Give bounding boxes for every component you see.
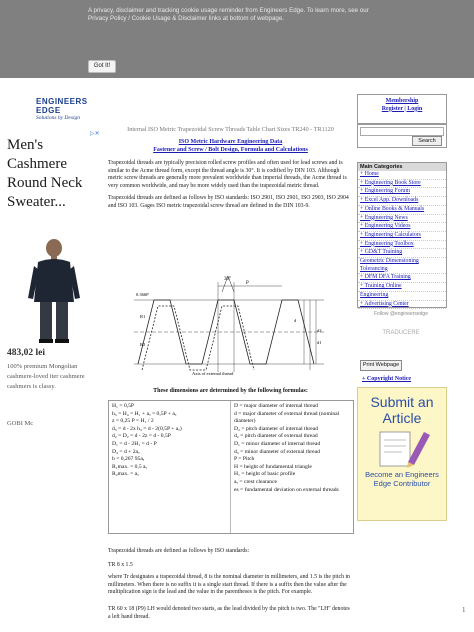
article-ad-subtitle: Become an Engineers Edge Contributor xyxy=(365,470,439,488)
table-divider xyxy=(230,401,231,533)
membership-link[interactable]: Membership xyxy=(385,98,419,104)
definition-row: D₁ = minor diameter of internal thread xyxy=(234,440,321,447)
category-videos[interactable]: + Engineering Videos xyxy=(358,223,446,232)
formula-table xyxy=(108,400,354,534)
ad-brand[interactable]: GOBI Mc xyxy=(7,420,34,427)
category-book-store[interactable]: + Engineering Book Store xyxy=(358,180,446,189)
example-designation: TR 8 x 1.5 xyxy=(108,562,133,568)
diagram-d-label: d xyxy=(294,318,297,323)
formula-row: h₃ = H₄ = H₁ + aₐ = 0,5P + aₐ xyxy=(112,410,177,417)
category-excel-downloads[interactable]: + Excel App. Downloads xyxy=(358,197,446,206)
definition-row: d₃ = minor diameter of external thread xyxy=(234,448,320,455)
definition-row: es = fundamental deviation on external threads xyxy=(234,486,339,493)
logo-name: ENGINEERS EDGE xyxy=(36,97,88,115)
print-webpage-button[interactable]: Print Webpage xyxy=(360,360,402,371)
formula-row: D₁ = d - 2H₁ = d - P xyxy=(112,440,157,447)
link-fastener-design[interactable]: Fastener and Screw / Bolt Design, Formula and Calculations xyxy=(153,147,308,153)
article-ad-title: Submit an Article xyxy=(370,394,434,426)
logo-tagline: Solutions by Design xyxy=(36,115,80,121)
category-calculators[interactable]: + Engineering Calculators xyxy=(358,232,446,241)
category-training-online[interactable]: + Training Online xyxy=(358,283,446,292)
ad-price: 483,02 lei xyxy=(7,348,45,358)
diagram-angle-label: 30° xyxy=(224,277,231,282)
designation-paragraph: where Tr designates a trapezoidal thread, 8 is the nominal diameter in millimeters, and 1.5 is the pitch in millimeters. When there is no suffix it is a single start thread. If there is a suffix then the value after the multiplication sign is the lead and the value in the parentheses is the pitch. For example. xyxy=(108,574,350,595)
link-iso-metric-hardware[interactable]: ISO Metric Hardware Engineering Data xyxy=(178,139,283,145)
formula-row: R₁max. = 0,5 aₐ xyxy=(112,463,148,470)
category-gdt-training[interactable]: + GD&T Training xyxy=(358,249,446,258)
diagram-0366p-label: 0.366P xyxy=(136,292,149,297)
diagram-r1-label: R1 xyxy=(140,314,146,319)
category-dfm-dfa[interactable]: + DFM DFA Training xyxy=(358,274,446,283)
formula-row: D₄ = d + 2aₐ xyxy=(112,448,140,455)
formula-row: d₂ = D₂ = d - 2z = d - 0,5P xyxy=(112,433,171,440)
category-online-books[interactable]: + Online Books & Manuals xyxy=(358,206,446,215)
ad-description: 100% premium Mongolian cashmere-loved iter cashmere cashmers is classy. xyxy=(7,363,85,390)
categories-box xyxy=(357,162,447,308)
search-box xyxy=(357,124,447,148)
formula-row: d₃ = d - 2x h₃ = d - 2(0,5P + aₐ) xyxy=(112,425,182,432)
formula-column xyxy=(112,403,228,479)
main-content xyxy=(108,126,353,210)
category-home[interactable]: + Home xyxy=(358,171,446,180)
formula-row: R₂max. = aₐ xyxy=(112,471,139,478)
ad-headline[interactable]: Men's Cashmere Round Neck Sweater... xyxy=(7,137,83,210)
definition-column xyxy=(234,403,351,494)
diagram-pitch-label: P xyxy=(246,281,249,286)
formula-heading: These dimensions are determined by the following formulas: xyxy=(153,388,308,394)
left-hand-paragraph: TR 60 x 18 (P9) LH would denoted two starts, as the lead divided by the pitch is two. The "LH" denotes a left hand thread. xyxy=(108,606,350,620)
diagram-r2-label: R2 xyxy=(140,342,146,347)
pencil-paper-icon xyxy=(358,426,444,470)
standards-paragraph: Trapezoidal threads are defined as follows by ISO standards: ISO 2901, ISO 2901, ISO 2903, ISO 2904 and ISO 103. Gages ISO metric trapezoidal screw thread are defined in the DIN 103-9. xyxy=(108,195,349,209)
category-advertising[interactable]: + Advertising Center xyxy=(358,301,446,310)
standards-paragraph-2: Trapezoidal threads are defined as follows by ISO standards: xyxy=(108,548,250,554)
definition-row: d₂ = pitch diameter of external thread xyxy=(234,433,318,440)
definition-row: H₁ = height of basic profile xyxy=(234,471,296,478)
diagram-d1-label: d1 xyxy=(317,340,322,345)
follow-link[interactable]: Follow @engineersedge xyxy=(374,311,428,317)
search-button[interactable]: Search xyxy=(412,136,442,146)
trapezoidal-thread-diagram xyxy=(134,272,326,376)
submit-article-ad[interactable] xyxy=(357,387,447,521)
ad-product-image[interactable] xyxy=(18,236,90,344)
cookie-banner-text: A privacy, disclaimer and tracking cookie usage reminder from Engineers Edge. To learn more, see our Privacy Policy / Cookie Usage & Disclaimer links at bottom of webpage. xyxy=(88,7,369,22)
definition-row: d = major diameter of external thread (nominal diameter) xyxy=(234,410,340,425)
page-number: 1 xyxy=(462,606,466,614)
category-news[interactable]: + Engineering News xyxy=(358,215,446,224)
formula-row: z = 0,25 P = H₁ / 2 xyxy=(112,418,154,425)
page-title: Internal ISO Metric Trapezoidal Screw Threads Table Chart Sizes TR240 - TR1120 xyxy=(127,126,334,133)
definition-row: D = major diameter of internal thread xyxy=(234,403,318,409)
definition-row: H = height of fundamental triangle xyxy=(234,463,312,470)
diagram-axis-label: Axis of external thread xyxy=(192,371,234,376)
category-toolbox[interactable]: + Engineering Toolbox xyxy=(358,241,446,250)
diagram-d2-label: d2 xyxy=(317,328,322,333)
translate-widget[interactable]: TRADUCERE xyxy=(382,330,420,336)
site-logo[interactable] xyxy=(36,97,96,123)
categories-header: Main Categories xyxy=(358,163,446,171)
intro-paragraph: Trapezoidal threads are typically precision rolled screw profiles and often used for lead screws and is similar to the Acme thread form, except the thread angle is 30°. It is codified by DIN 103. Although metric screw threads are generally more prevalent worldwide than imperial threads, the Acme thread is very common worldwide, and may be more widely used than the trapezoidal metric thread. xyxy=(108,160,347,189)
copyright-notice-link[interactable]: + Copyright Notice xyxy=(362,376,412,382)
category-forum[interactable]: + Engineering Forum xyxy=(358,188,446,197)
category-engineering[interactable]: Engineering xyxy=(358,292,446,301)
ad-choices-icon[interactable]: ▷✕ xyxy=(90,131,100,137)
cookie-accept-button[interactable]: Got It! xyxy=(88,60,116,73)
definition-row: P = Pitch xyxy=(234,456,255,463)
register-login-link[interactable]: Register | Login xyxy=(381,105,423,112)
definition-row: aₐ = crest clearance xyxy=(234,478,278,485)
category-gdt-sub[interactable]: Geometric Dimensioning Tolerancing xyxy=(358,258,446,274)
formula-row: b = 0,267 95aₐ xyxy=(112,456,145,463)
formula-row: H₁ = 0,5P xyxy=(112,403,135,409)
membership-box xyxy=(357,94,447,124)
search-input[interactable] xyxy=(360,127,444,136)
definition-row: D₂ = pitch diameter of internal thread xyxy=(234,425,319,432)
